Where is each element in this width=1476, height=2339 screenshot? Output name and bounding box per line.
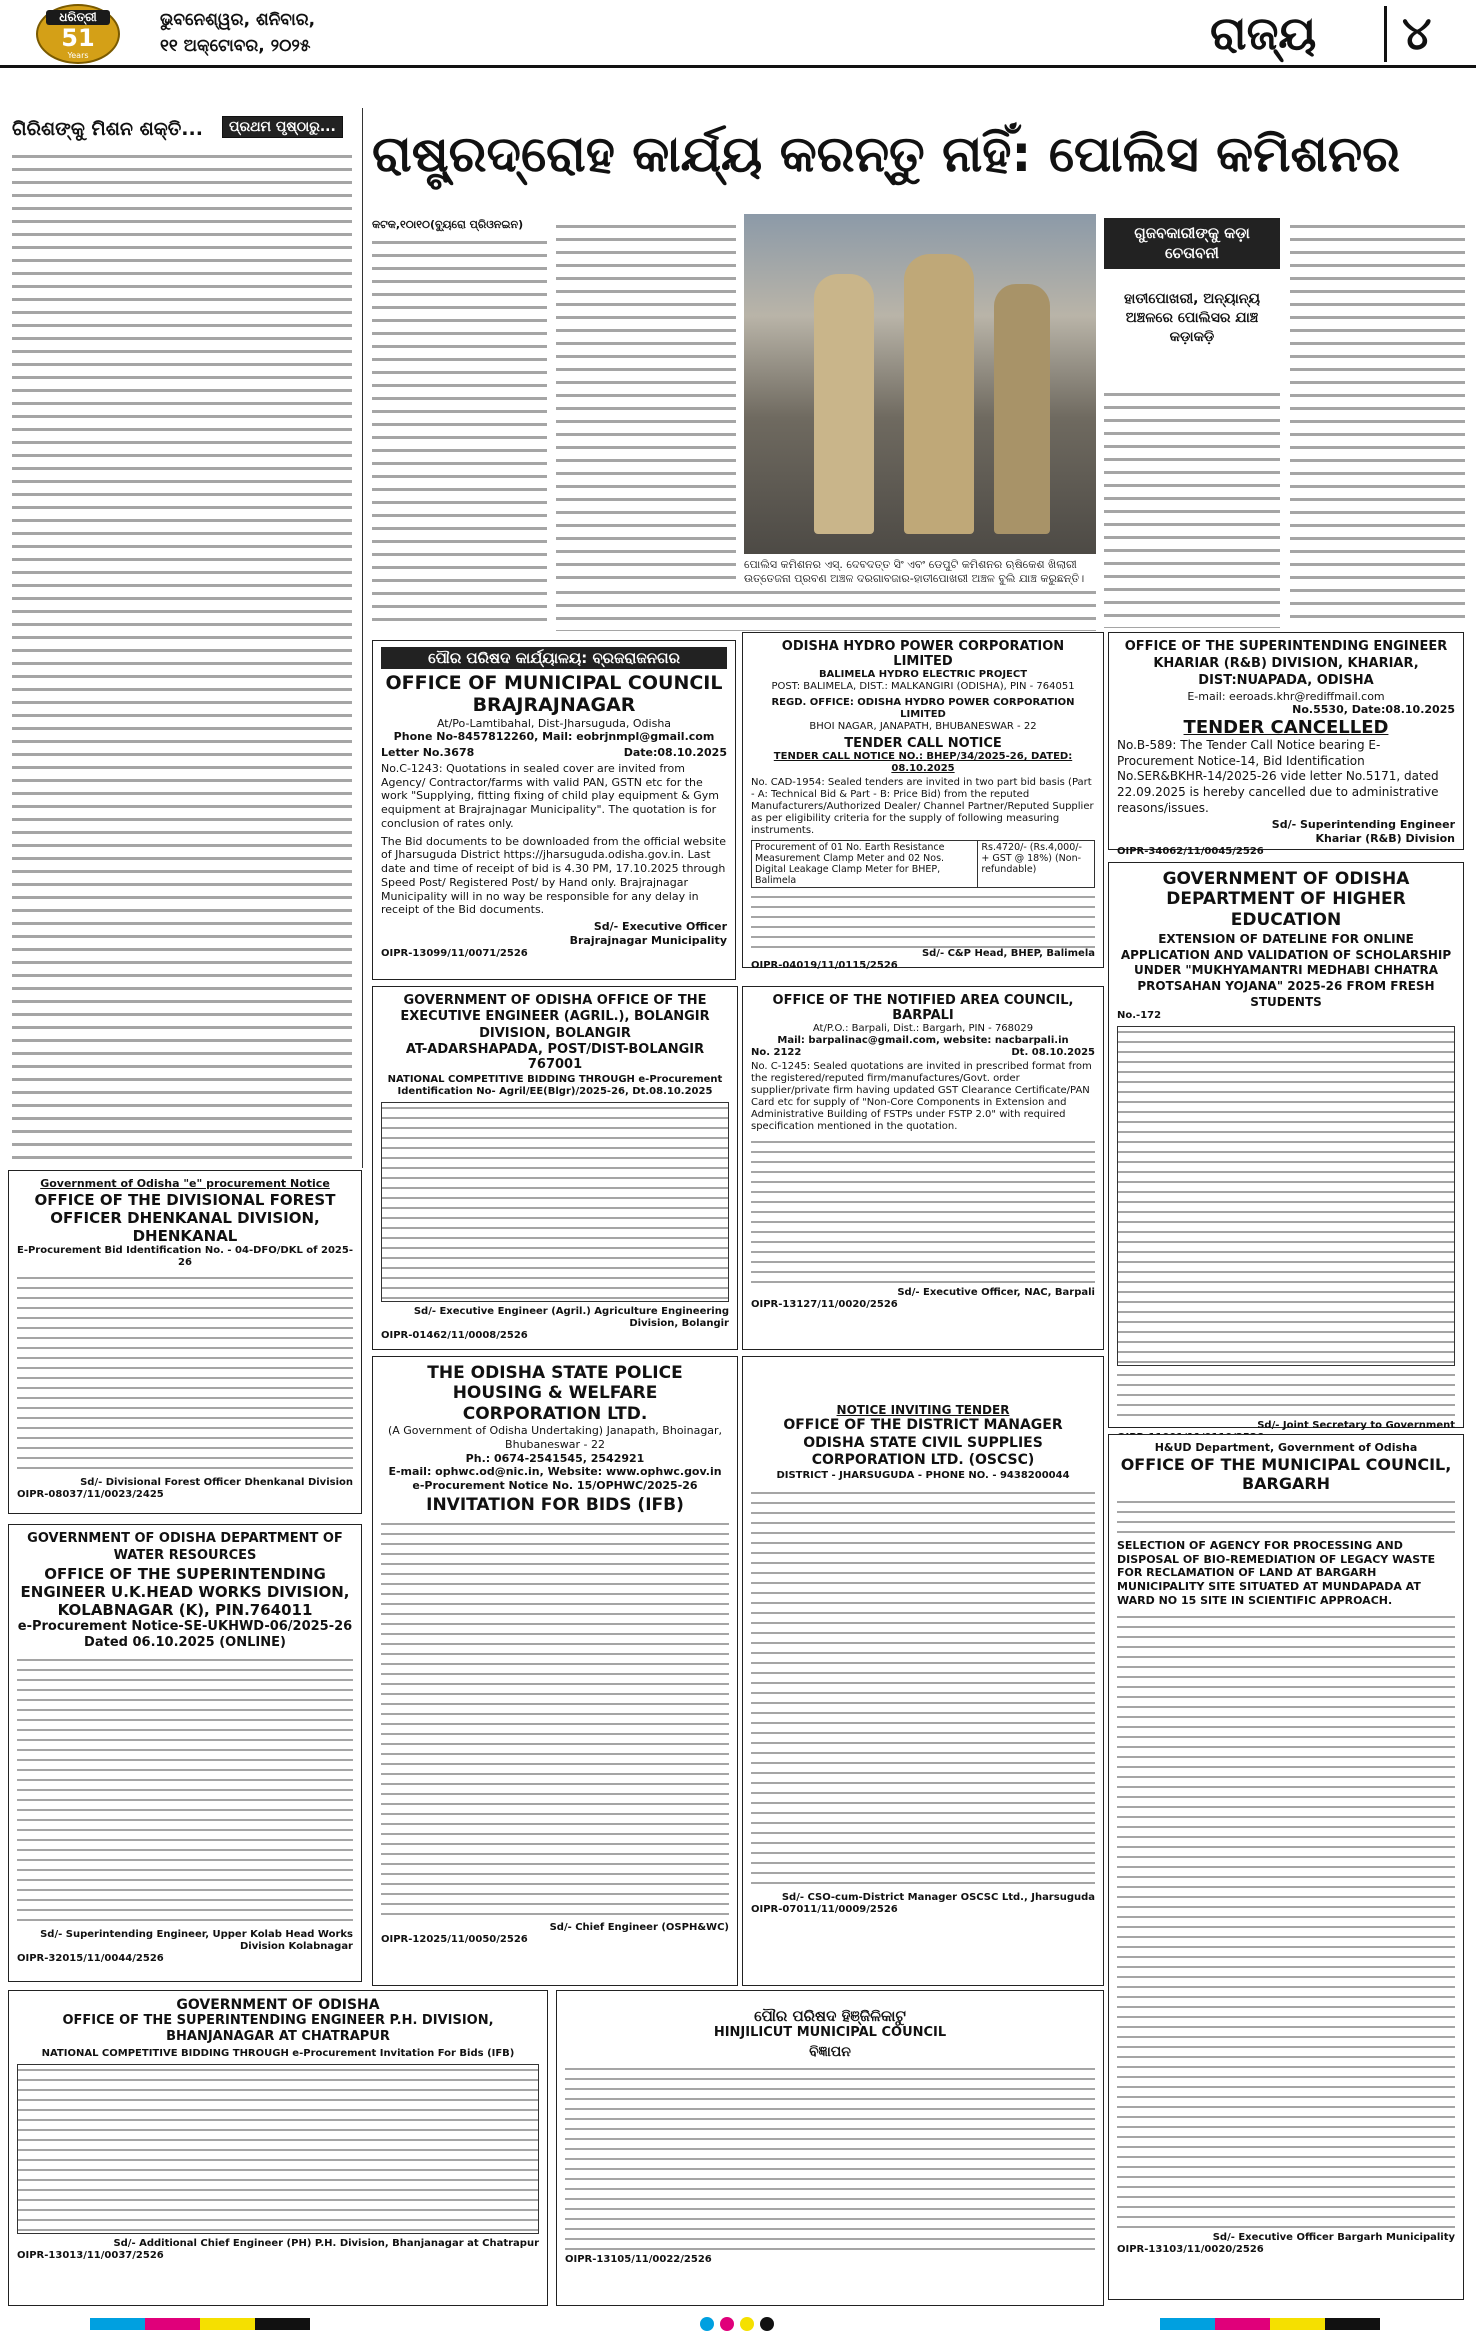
ohpc-tcn-no: TENDER CALL NOTICE NO.: BHEP/34/2025-26, DATED: 08.10.2025 xyxy=(773,751,1073,774)
ad-higher-education xyxy=(1108,862,1464,1432)
logo-word: ଧରିତ୍ରୀ xyxy=(46,10,110,25)
water-details xyxy=(17,1655,353,1925)
ohpc-details xyxy=(751,892,1095,948)
khariar-email: E-mail: eeroads.khr@rediffmail.com xyxy=(1187,689,1385,703)
barpali-sign: Sd/- Executive Officer, NAC, Barpali xyxy=(897,1287,1095,1298)
dfo-bid: E-Procurement Bid Identification No. - 04-DFO/DKL of 2025-26 xyxy=(17,1244,353,1268)
main-story-text-4 xyxy=(1290,220,1465,628)
bargarh-oipr: OIPR-13103/11/0020/2526 xyxy=(1117,2243,1264,2255)
left-story-tag: ପ୍ରଥମ ପୃଷ୍ଠାରୁ... xyxy=(222,116,343,138)
registration-mark-2 xyxy=(720,2317,734,2331)
ohpc-table xyxy=(751,840,1095,888)
oscsc-sign: Sd/- CSO-cum-District Manager OSCSC Ltd., Jharsuguda xyxy=(781,1891,1095,1903)
color-bar-left xyxy=(90,2318,310,2330)
ophwc-mail: E-mail: ophwc.od@nic.in, Website: www.ophwc.gov.in xyxy=(388,1465,722,1479)
ad-hinjilicut xyxy=(556,1990,1104,2306)
main-dateline: କଟକ,୧୦ା୧୦(ବ୍ୟୁରୋ ପ୍ରିଓନଇନ) xyxy=(372,218,524,231)
ophwc-head: INVITATION FOR BIDS (IFB) xyxy=(426,1494,684,1515)
sidebar-sub: ହାତୀପୋଖରୀ, ଅନ୍ୟାନ୍ୟ ଅଞ୍ଚଳରେ ପୋଲିସର ଯାଞ୍ଚ କଡ଼ାକଡ଼ି xyxy=(1123,291,1261,345)
section-name: ରାଜ୍ୟ xyxy=(1210,6,1317,60)
oscsc-title: OFFICE OF THE DISTRICT MANAGER ODISHA STATE CIVIL SUPPLIES CORPORATION LTD. (OSCSC) xyxy=(783,1417,1063,1468)
brajrajnagar-date: Date:08.10.2025 xyxy=(623,746,727,760)
registration-mark-1 xyxy=(700,2317,714,2331)
brajrajnagar-body2: The Bid documents to be downloaded from the official website of Jharsuguda District https://jharsuguda.odisha.gov.in. Last date and time of receipt of bid is 4.30 PM, 17.10.2025 through Speed Post/ Registered Post/ by Hand only. Brajrajnagar Municipality will in no way be responsible for any delay in receipt of the Bid documents. xyxy=(381,834,727,917)
hinjilicut-title: HINJILICUT MUNICIPAL COUNCIL xyxy=(713,2025,947,2040)
ophwc-notice: e-Procurement Notice No. 15/OPHWC/2025-26 xyxy=(412,1479,698,1493)
brajrajnagar-sign2: Brajrajnagar Municipality xyxy=(569,933,727,947)
ohpc-sub: BALIMELA HYDRO ELECTRIC PROJECT xyxy=(818,669,1028,680)
brajrajnagar-address: At/Po-Lamtibahal, Dist-Jharsuguda, Odisha xyxy=(436,716,672,730)
higher-edu-title: GOVERNMENT OF ODISHA DEPARTMENT OF HIGHER EDUCATION xyxy=(1162,869,1410,930)
khariar-title: OFFICE OF THE SUPERINTENDING ENGINEER KHARIAR (R&B) DIVISION, KHARIAR, DIST:NUAPADA, ODISHA xyxy=(1124,639,1448,688)
higher-edu-sign: Sd/- Joint Secretary to Government xyxy=(1257,1420,1455,1432)
ohpc-body: No. CAD-1954: Sealed tenders are invited in two part bid basis (Part - A: Technical Bid & Part - B: Price Bid) from the reputed Manufacturers/Authorized Dealer/ Channel Partner/Reputed Supplier as per eligibility criteria for the supply of following measuring instruments. xyxy=(751,777,1094,836)
khariar-oipr: OIPR-34062/11/0045/2526 xyxy=(1117,845,1264,857)
hinjilicut-notice-head: ବିଜ୍ଞାପନ xyxy=(809,2044,851,2060)
ohpc-reg: REGD. OFFICE: ODISHA HYDRO POWER CORPORATION LIMITED xyxy=(771,697,1075,720)
ad-oscsc xyxy=(742,1356,1104,1986)
ophwc-title: THE ODISHA STATE POLICE HOUSING & WELFARE CORPORATION LTD. xyxy=(427,1363,683,1424)
logo-years: 51 xyxy=(61,24,95,52)
ad-agril-bolangir xyxy=(372,986,738,1350)
dfo-title: OFFICE OF THE DIVISIONAL FOREST OFFICER DHENKANAL DIVISION, DHENKANAL xyxy=(34,1190,336,1245)
dfo-sign: Sd/- Divisional Forest Officer Dhenkanal Division xyxy=(80,1476,353,1488)
ohpc-row1: Procurement of 01 No. Earth Resistance Measurement Clamp Meter and 02 Nos. Digital Leakage Clamp Meter for BHEP, Balimela xyxy=(752,841,978,888)
ohpc-tcn-head: TENDER CALL NOTICE xyxy=(844,736,1002,751)
brajrajnagar-phone: Phone No-8457812260, Mail: eobrjnmpl@gmail.com xyxy=(393,730,715,744)
bargarh-intro xyxy=(1117,1497,1455,1537)
higher-edu-no: No.-172 xyxy=(1117,1010,1162,1022)
bargarh-gov: H&UD Department, Government of Odisha xyxy=(1154,1441,1418,1454)
photo-figure-3 xyxy=(994,284,1050,534)
oscsc-oipr: OIPR-07011/11/0009/2526 xyxy=(751,1903,898,1915)
ohpc-oipr: OIPR-04019/11/0115/2526 xyxy=(751,960,898,971)
main-headline: ରାଷ୍ଟ୍ରଦ୍ରୋହ କାର୍ଯ୍ୟ କରନ୍ତୁ ନାହିଁ: ପୋଲିସ କମିଶନର xyxy=(372,125,1401,183)
agril-title: GOVERNMENT OF ODISHA OFFICE OF THE EXECUTIVE ENGINEER (AGRIL.), BOLANGIR DIVISION, BOLANGIR xyxy=(400,993,710,1041)
main-story-text-3 xyxy=(556,586,1096,631)
newspaper-logo xyxy=(36,4,120,64)
ad-bargarh xyxy=(1108,1434,1464,2300)
brajrajnagar-odia-head: ପୌର ପରିଷଦ କାର୍ଯ୍ୟାଳୟ: ବ୍ରଜରାଜନଗର xyxy=(381,647,727,669)
khariar-no: No.5530, Date:08.10.2025 xyxy=(1292,703,1455,717)
masthead xyxy=(0,0,1476,68)
dfo-gov: Government of Odisha "e" procurement Notice xyxy=(40,1177,330,1190)
hinjilicut-odia-head: ପୌର ପରିଷଦ ହିଞ୍ଜିଳିକାଟୁ xyxy=(754,2007,906,2025)
water-title: OFFICE OF THE SUPERINTENDING ENGINEER U.K.HEAD WORKS DIVISION, KOLABNAGAR (K), PIN.764011 xyxy=(20,1564,350,1619)
column-rule xyxy=(362,108,363,1168)
barpali-mail: Mail: barpalinac@gmail.com, website: nacbarpali.in xyxy=(777,1035,1069,1046)
ad-chatrapur xyxy=(8,1990,548,2306)
ophwc-sign: Sd/- Chief Engineer (OSPH&WC) xyxy=(549,1921,729,1933)
agril-sign: Sd/- Executive Engineer (Agril.) Agriculture Engineering Division, Bolangir xyxy=(413,1305,729,1329)
ophwc-sub: (A Government of Odisha Undertaking) Janapath, Bhoinagar, Bhubaneswar - 22 xyxy=(387,1424,723,1451)
main-story-text-1 xyxy=(372,236,547,626)
brajrajnagar-oipr: OIPR-13099/11/0071/2526 xyxy=(381,947,528,959)
dateline-2: ୧୧ ଅକ୍ଟୋବର, ୨୦୨୫ xyxy=(160,36,311,56)
barpali-date: Dt. 08.10.2025 xyxy=(1011,1047,1095,1058)
water-bid: e-Procurement Notice-SE-UKHWD-06/2025-26 Dated 06.10.2025 (ONLINE) xyxy=(17,1618,353,1651)
oscsc-tag: NOTICE INVITING TENDER xyxy=(836,1403,1010,1417)
higher-edu-note xyxy=(1117,1370,1455,1420)
left-story-text xyxy=(12,150,352,1165)
photo-figure-2 xyxy=(904,254,974,534)
chatrapur-gov: GOVERNMENT OF ODISHA xyxy=(176,1997,380,2013)
page-number: ୪ xyxy=(1402,6,1432,60)
brajrajnagar-letter: Letter No.3678 xyxy=(381,746,475,760)
oscsc-dist: DISTRICT - JHARSUGUDA - PHONE NO. - 9438200044 xyxy=(776,1469,1070,1481)
ohpc-addr: POST: BALIMELA, DIST.: MALKANGIRI (ODISHA), PIN - 764051 xyxy=(771,681,1075,692)
photo-caption: ପୋଲିସ କମିଶନର ଏସ୍. ଦେବଦତ୍ତ ସିଂ ଏବଂ ଡେପୁଟି କମିଶନର ଋଷିକେଶ ଖିଲାରୀ ଉତ୍ତେଜନା ପ୍ରବଣ ଅଞ୍ଚଳ ଦରଗାବଜାର-ହାତୀପୋଖରୀ ଅଞ୍ଚଳ ବୁଲି ଯାଞ୍ଚ କରୁଛନ୍ତି। xyxy=(744,558,1085,585)
bargarh-details xyxy=(1117,1612,1455,2232)
brajrajnagar-body: No.C-1243: Quotations in sealed cover are invited from Agency/ Contractor/farms with valid PAN, GSTN etc for the work "Supplying, fitting fixing of child play equipment & Gym equipment at Brajrajnagar Municipality". The quotation is for conclusion of rates only. xyxy=(381,761,720,830)
water-gov: GOVERNMENT OF ODISHA DEPARTMENT OF WATER RESOURCES xyxy=(27,1531,343,1563)
water-oipr: OIPR-32015/11/0044/2526 xyxy=(17,1953,164,1965)
agril-notice: NATIONAL COMPETITIVE BIDDING THROUGH e-Procurement Identification No- Agril/EE(Blgr)/2025-26, Dt.08.10.2025 xyxy=(387,1073,723,1097)
logo-years-label: Years xyxy=(67,51,89,60)
khariar-sign2: Khariar (R&B) Division xyxy=(1315,831,1455,845)
main-story-text-2 xyxy=(556,220,736,626)
ad-khariar xyxy=(1108,632,1464,857)
ophwc-oipr: OIPR-12025/11/0050/2526 xyxy=(381,1933,528,1945)
hinjilicut-oipr: OIPR-13105/11/0022/2526 xyxy=(565,2254,712,2265)
khariar-sign: Sd/- Superintending Engineer xyxy=(1271,818,1455,832)
khariar-body: No.B-589: The Tender Call Notice bearing E-Procurement Notice-14, Bid Identification No.SER&BKHR-14/2025-26 vide letter No.5171, dated 22.09.2025 is hereby cancelled due to administrative reasons/issues. xyxy=(1117,738,1439,815)
ad-ophwc xyxy=(372,1356,738,1986)
ad-dfo-dhenkanal xyxy=(8,1170,362,1514)
agril-sub: AT-ADARSHAPADA, POST/DIST-BOLANGIR 767001 xyxy=(405,1041,705,1072)
khariar-head: TENDER CANCELLED xyxy=(1183,717,1389,739)
ohpc-cost: Rs.4720/- (Rs.4,000/- + GST @ 18%) (Non-refundable) xyxy=(978,841,1095,888)
chatrapur-oipr: OIPR-13013/11/0037/2526 xyxy=(17,2249,164,2261)
section-divider xyxy=(1384,6,1387,62)
chatrapur-notice: NATIONAL COMPETITIVE BIDDING THROUGH e-Procurement Invitation For Bids (IFB) xyxy=(41,2047,515,2059)
brajrajnagar-sign: Sd/- Executive Officer xyxy=(593,920,727,934)
registration-mark-4 xyxy=(760,2317,774,2331)
photo-figure-1 xyxy=(814,274,874,534)
bargarh-body: SELECTION OF AGENCY FOR PROCESSING AND DISPOSAL OF BIO-REMEDIATION OF LEGACY WASTE FOR RECLAMATION OF LAND AT BARGARH MUNICIPALITY SITE SITUATED AT MUNDAPADA AT WARD NO 15 SITE IN SCIENTIFIC APPROACH. xyxy=(1117,1538,1436,1607)
bargarh-title: OFFICE OF THE MUNICIPAL COUNCIL, BARGARH xyxy=(1120,1454,1452,1493)
barpali-no: No. 2122 xyxy=(751,1047,802,1058)
dfo-details xyxy=(17,1273,353,1473)
ohpc-sign: Sd/- C&P Head, BHEP, Balimela xyxy=(921,948,1095,959)
ad-ohpc xyxy=(742,632,1104,971)
news-photo xyxy=(744,214,1096,554)
barpali-body: No. C-1245: Sealed quotations are invited in prescribed format from the registered/reputed firm/manufactures/Govt. order supplier/private firm having updated GST Clearance Certificate/PAN Card etc for supply of "Non-Core Components in Extension and Administrative Building of FSTPs under FSTP 2.0" with required specification mentioned in the quotation. xyxy=(751,1061,1092,1132)
water-sign: Sd/- Superintending Engineer, Upper Kolab Head Works Division Kolabnagar xyxy=(40,1929,353,1953)
higher-edu-table xyxy=(1117,1026,1455,1366)
agril-table xyxy=(381,1102,729,1302)
registration-mark-3 xyxy=(740,2317,754,2331)
chatrapur-title: OFFICE OF THE SUPERINTENDING ENGINEER P.H. DIVISION, BHANJANAGAR AT CHATRAPUR xyxy=(62,2013,494,2045)
barpali-title: OFFICE OF THE NOTIFIED AREA COUNCIL, BARPALI xyxy=(772,993,1074,1023)
sidebar-text xyxy=(1104,388,1280,628)
barpali-details xyxy=(751,1137,1095,1287)
dfo-oipr: OIPR-08037/11/0023/2425 xyxy=(17,1488,164,1500)
higher-edu-sub: EXTENSION OF DATELINE FOR ONLINE APPLICATION AND VALIDATION OF SCHOLARSHIP UNDER "MUKHYAMANTRI MEDHABI CHHATRA PROTSAHAN YOJANA" 2025-26 FROM FRESH STUDENTS xyxy=(1120,932,1452,1009)
chatrapur-table xyxy=(17,2064,539,2234)
oscsc-details xyxy=(751,1488,1095,1888)
ad-brajrajnagar xyxy=(372,640,736,980)
chatrapur-sign: Sd/- Additional Chief Engineer (PH) P.H. Division, Bhanjanagar at Chatrapur xyxy=(113,2237,539,2249)
ohpc-title: ODISHA HYDRO POWER CORPORATION LIMITED xyxy=(781,639,1065,669)
left-story-headline: ଗିରିଶଙ୍କୁ ମିଶନ ଶକ୍ତି... xyxy=(12,118,203,140)
ad-water-resources xyxy=(8,1524,362,1982)
hinjilicut-details xyxy=(565,2064,1095,2254)
barpali-oipr: OIPR-13127/11/0020/2526 xyxy=(751,1299,898,1310)
color-bar-right xyxy=(1160,2318,1380,2330)
ohpc-reg-addr: BHOI NAGAR, JANAPATH, BHUBANESWAR - 22 xyxy=(809,721,1037,732)
ophwc-details xyxy=(381,1519,729,1919)
dateline-1: ଭୁବନେଶ୍ୱର, ଶନିବାର, xyxy=(160,10,316,30)
barpali-addr: At/P.O.: Barpali, Dist.: Bargarh, PIN - 768029 xyxy=(812,1023,1034,1034)
brajrajnagar-title: OFFICE OF MUNICIPAL COUNCIL BRAJRAJNAGAR xyxy=(385,672,723,716)
agril-oipr: OIPR-01462/11/0008/2526 xyxy=(381,1329,528,1341)
sidebar-tag: ଗୁଜବକାରୀଙ୍କୁ କଡ଼ା ଚେତାବନୀ xyxy=(1104,218,1280,269)
ophwc-ph: Ph.: 0674-2541545, 2542921 xyxy=(465,1451,645,1465)
bargarh-sign: Sd/- Executive Officer Bargarh Municipality xyxy=(1212,2231,1455,2243)
ad-nac-barpali xyxy=(742,986,1104,1350)
